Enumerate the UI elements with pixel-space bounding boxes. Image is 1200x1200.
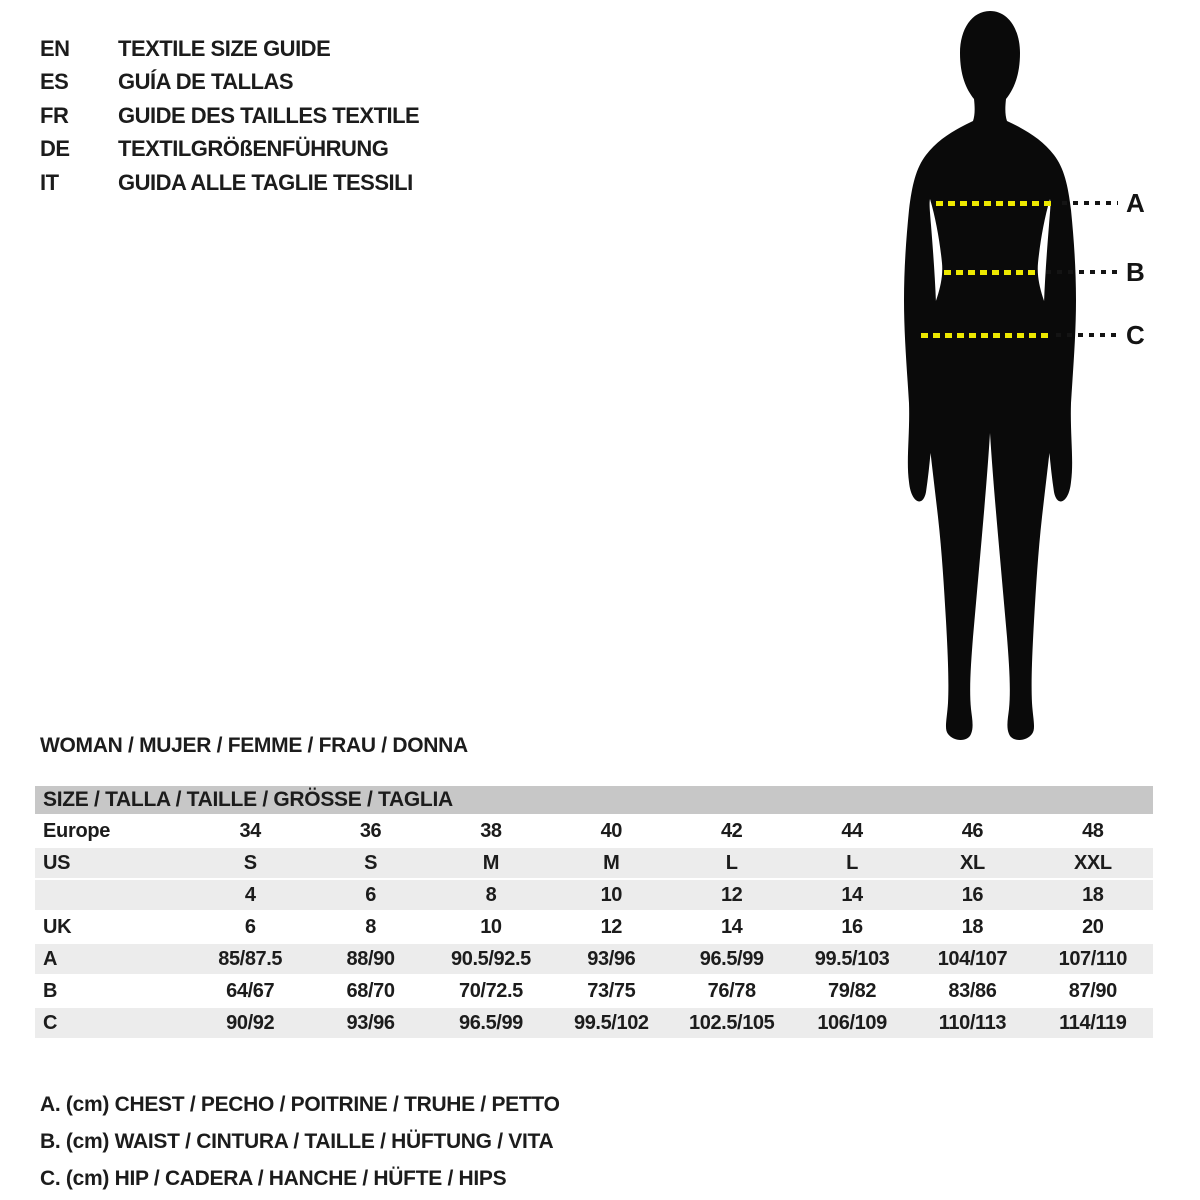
- measure-label-c: C: [1126, 320, 1145, 350]
- table-row-c: [35, 1008, 1153, 1040]
- row-label-cell: A: [43, 947, 58, 970]
- value-cell: 48: [1082, 819, 1104, 842]
- legend-line-c: C. (cm) HIP / CADERA / HANCHE / HÜFTE / HIPS: [40, 1167, 507, 1190]
- value-cell: 83/86: [948, 979, 997, 1002]
- measure-label-a: A: [1126, 188, 1145, 218]
- size-table: [35, 786, 1153, 1040]
- value-cell: 68/70: [346, 979, 395, 1002]
- waist-leader-dots: [1046, 270, 1118, 274]
- row-label-cell: B: [43, 979, 58, 1002]
- value-cell: 42: [720, 819, 743, 842]
- value-cell: 4: [244, 883, 256, 906]
- value-cell: 90.5/92.5: [451, 947, 531, 970]
- value-cell: 46: [961, 819, 984, 842]
- value-cell: 10: [600, 883, 623, 906]
- value-cell: 110/113: [938, 1011, 1007, 1034]
- table-row-us: [35, 848, 1153, 880]
- measure-label-b: B: [1126, 257, 1145, 287]
- lang-code: ES: [40, 69, 69, 95]
- value-cell: 87/90: [1068, 979, 1117, 1002]
- lang-row-it: [40, 166, 419, 200]
- row-label-cell: UK: [43, 915, 72, 938]
- lang-code: IT: [40, 169, 59, 195]
- hip-leader-dots: [1056, 333, 1118, 337]
- table-row-uk: [35, 912, 1153, 944]
- lang-label: TEXTILGRÖßENFÜHRUNG: [118, 136, 389, 162]
- lang-code: EN: [40, 35, 70, 61]
- measurement-legend: [40, 1086, 560, 1197]
- lang-label: GUIDE DES TAILLES TEXTILE: [118, 102, 420, 128]
- table-row-us-numeric: [35, 880, 1153, 912]
- value-cell: S: [243, 851, 257, 874]
- woman-silhouette-figure: [860, 5, 1120, 742]
- value-cell: 18: [961, 915, 984, 938]
- value-cell: 99.5/102: [573, 1011, 649, 1034]
- body-silhouette-path: [904, 11, 1076, 740]
- value-cell: 10: [480, 915, 502, 938]
- value-cell: 76/78: [707, 979, 756, 1002]
- lang-row-de: [40, 133, 419, 167]
- lang-row-en: [40, 32, 419, 66]
- chest-dash-line: [936, 201, 1052, 206]
- value-cell: 104/107: [937, 947, 1008, 970]
- value-cell: 12: [720, 883, 743, 906]
- value-cell: 16: [841, 915, 863, 938]
- value-cell: 88/90: [346, 947, 395, 970]
- chest-leader-dots: [1062, 201, 1118, 205]
- table-row-b: [35, 976, 1153, 1008]
- value-cell: 20: [1082, 915, 1104, 938]
- value-cell: 85/87.5: [218, 947, 283, 970]
- value-cell: 114/119: [1059, 1011, 1127, 1034]
- lang-code: DE: [40, 136, 70, 162]
- value-cell: 40: [600, 819, 623, 842]
- lang-row-fr: [40, 99, 419, 133]
- group-title-woman: WOMAN / MUJER / FEMME / FRAU / DONNA: [40, 734, 468, 757]
- size-table-header: SIZE / TALLA / TAILLE / GRÖSSE / TAGLIA: [35, 786, 1153, 816]
- lang-label: GUÍA DE TALLAS: [118, 69, 294, 95]
- value-cell: 90/92: [226, 1011, 275, 1034]
- value-cell: 16: [961, 883, 984, 906]
- waist-dash-line: [944, 270, 1038, 275]
- value-cell: 14: [720, 915, 743, 938]
- value-cell: S: [364, 851, 378, 874]
- hip-dash-line: [921, 333, 1049, 338]
- value-cell: 79/82: [828, 979, 877, 1002]
- value-cell: 99.5/103: [814, 947, 890, 970]
- value-cell: M: [603, 851, 620, 874]
- value-cell: L: [725, 851, 738, 874]
- lang-label: GUIDA ALLE TAGLIE TESSILI: [118, 169, 413, 195]
- lang-label: TEXTILE SIZE GUIDE: [118, 35, 331, 61]
- value-cell: M: [482, 851, 500, 874]
- language-list: [40, 32, 419, 200]
- value-cell: 36: [359, 819, 382, 842]
- table-row-a: [35, 944, 1153, 976]
- value-cell: 14: [841, 883, 863, 906]
- row-label-cell: C: [43, 1011, 58, 1034]
- size-table-body: [35, 816, 1153, 1040]
- value-cell: 8: [485, 883, 497, 906]
- value-cell: 6: [244, 915, 256, 938]
- value-cell: 96.5/99: [699, 947, 764, 970]
- value-cell: 93/96: [346, 1011, 395, 1034]
- value-cell: 73/75: [587, 979, 636, 1002]
- value-cell: 6: [365, 883, 376, 906]
- table-row-europe: [35, 816, 1153, 848]
- value-cell: 107/110: [1058, 947, 1128, 970]
- value-cell: XL: [960, 851, 985, 874]
- value-cell: 38: [480, 819, 502, 842]
- silhouette-svg: [860, 5, 1120, 742]
- value-cell: XXL: [1073, 851, 1112, 874]
- lang-code: FR: [40, 102, 69, 128]
- value-cell: 12: [600, 915, 623, 938]
- value-cell: 70/72.5: [458, 979, 523, 1002]
- value-cell: 96.5/99: [458, 1011, 523, 1034]
- legend-line-a: A. (cm) CHEST / PECHO / POITRINE / TRUHE / PETTO: [40, 1093, 560, 1116]
- value-cell: L: [846, 851, 858, 874]
- value-cell: 34: [239, 819, 261, 842]
- row-label-cell: US: [43, 851, 71, 874]
- lang-row-es: [40, 66, 419, 100]
- value-cell: 102.5/105: [689, 1011, 775, 1034]
- value-cell: 8: [365, 915, 376, 938]
- row-label-cell: Europe: [43, 819, 111, 842]
- value-cell: 106/109: [817, 1011, 887, 1034]
- value-cell: 64/67: [226, 979, 275, 1002]
- legend-line-b: B. (cm) WAIST / CINTURA / TAILLE / HÜFTUNG / VITA: [40, 1130, 554, 1153]
- value-cell: 44: [841, 819, 863, 842]
- value-cell: 93/96: [587, 947, 636, 970]
- value-cell: 18: [1082, 883, 1104, 906]
